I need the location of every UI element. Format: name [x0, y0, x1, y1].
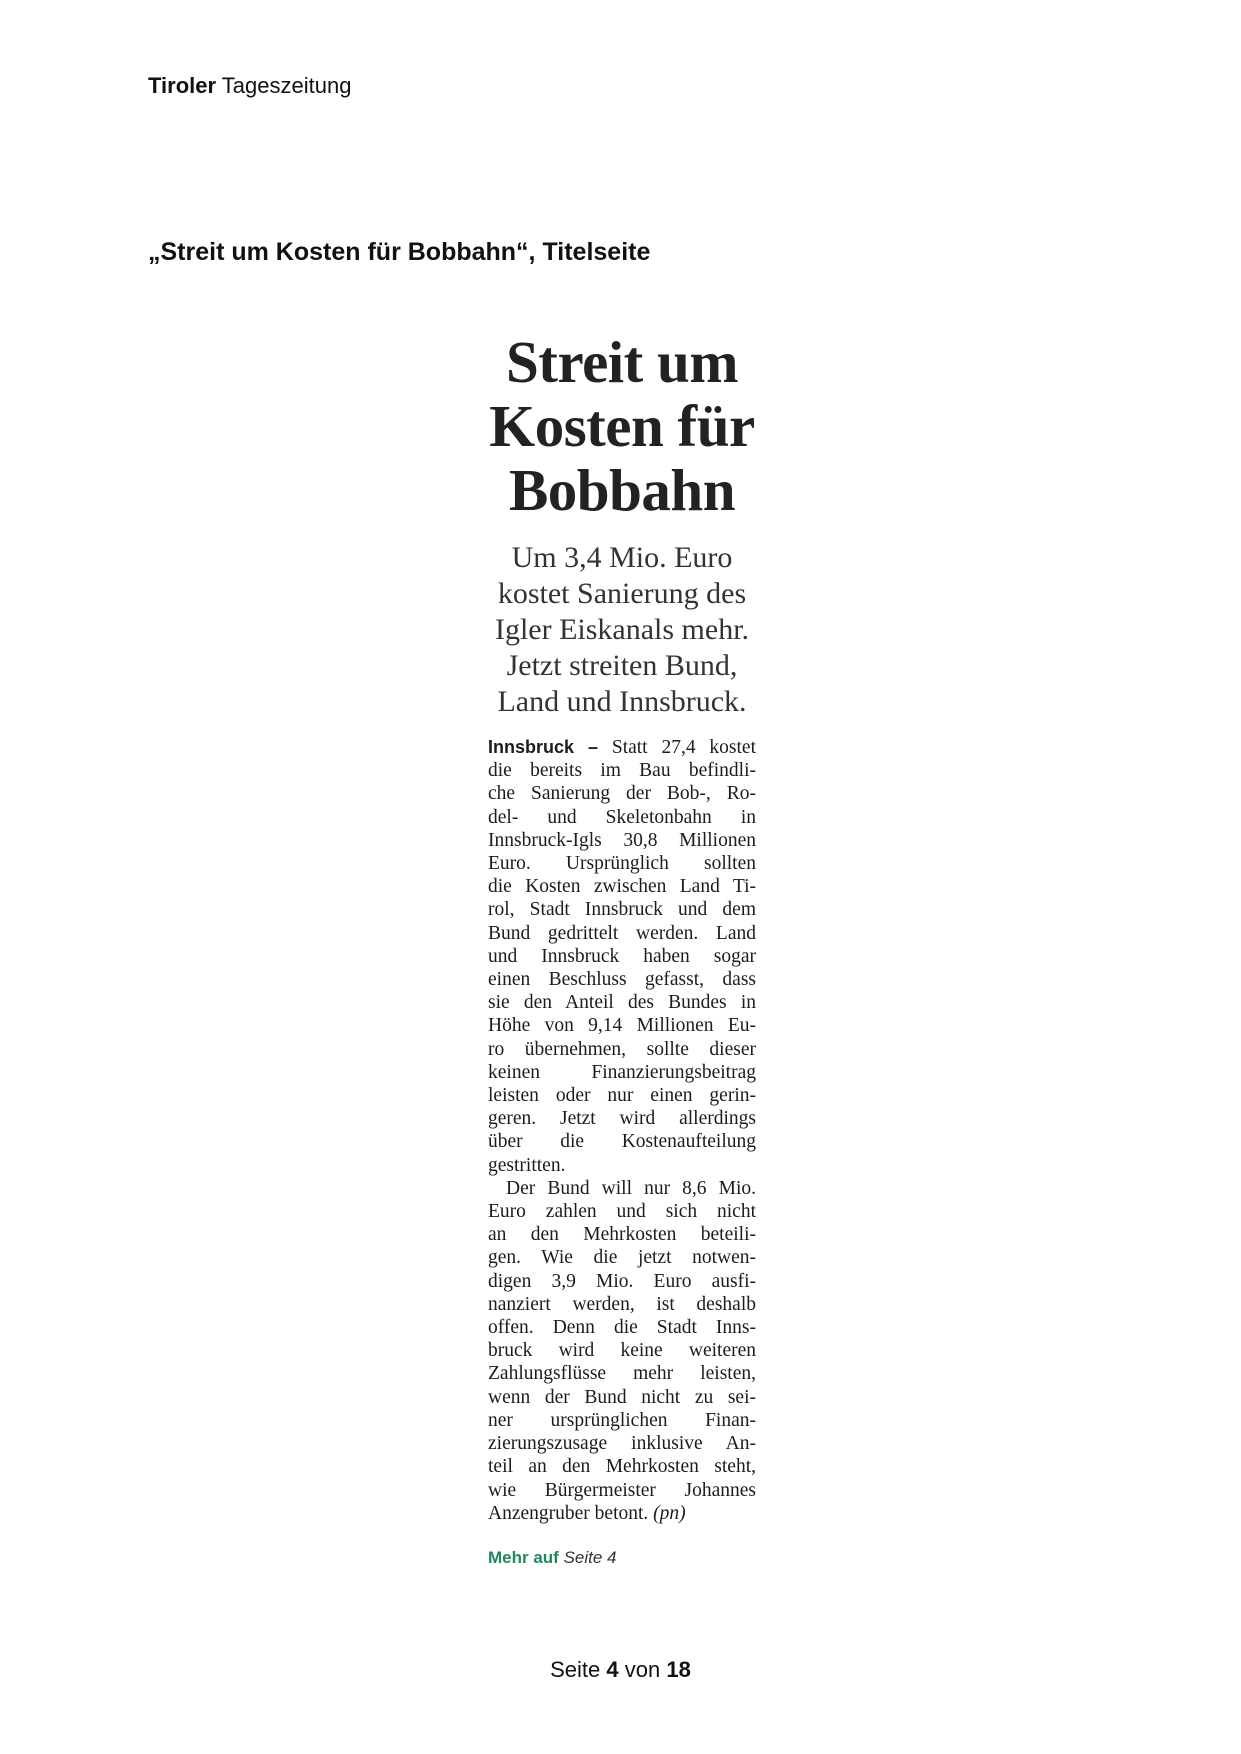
subhead-line: kostet Sanierung des	[497, 577, 747, 610]
body-line: keinen Finanzierungsbeitrag	[488, 1061, 756, 1083]
body-line: Der Bund will nur 8,6 Mio.	[506, 1177, 756, 1199]
body-line: und Innsbruck haben sogar	[488, 945, 756, 967]
subhead-line: Igler Eiskanals mehr.	[494, 613, 750, 646]
body-line: die Kosten zwischen Land Ti-	[488, 876, 756, 898]
body-line: Innsbruck-Igls 30,8 Millionen	[488, 829, 756, 851]
body-line: ner ursprünglichen Finan-	[488, 1409, 756, 1431]
clipping-title: „Streit um Kosten für Bobbahn“, Titelseite	[148, 238, 651, 266]
headline-line: Bobbahn	[508, 457, 736, 523]
body-line: die bereits im Bau befindli-	[488, 760, 756, 782]
body-line: Euro. Ursprünglich sollten	[488, 853, 756, 875]
body-line: Zahlungsflüsse mehr leisten,	[488, 1363, 756, 1385]
body-line: ro übernehmen, sollte dieser	[488, 1038, 756, 1060]
body-line: nanziert werden, ist deshalb	[488, 1293, 756, 1315]
newspaper-brand	[148, 72, 351, 100]
more-page-reference: Seite 4	[563, 1547, 617, 1567]
article-headline	[476, 330, 768, 522]
subhead-line: Um 3,4 Mio. Euro	[511, 541, 733, 574]
author-initials: (pn)	[653, 1502, 686, 1524]
body-line: gestritten.	[488, 1154, 566, 1176]
body-line: geren. Jetzt wird allerdings	[488, 1108, 756, 1130]
body-line: an den Mehrkosten beteili-	[488, 1224, 756, 1246]
headline-line: Kosten für	[489, 393, 755, 459]
dateline: Innsbruck –	[488, 737, 598, 757]
brand-bold-text: Tiroler	[148, 73, 217, 98]
body-line-last	[488, 1502, 756, 1525]
body-line: gen. Wie die jetzt notwen-	[488, 1247, 756, 1269]
body-line: wie Bürgermeister Johannes	[488, 1479, 756, 1501]
body-line: Bund gedrittelt werden. Land	[488, 922, 756, 944]
newspaper-clipping	[488, 330, 756, 1569]
body-line: teil an den Mehrkosten steht,	[488, 1456, 756, 1478]
body-line: offen. Denn die Stadt Inns-	[488, 1317, 756, 1339]
article-body	[488, 736, 756, 1525]
body-line: leisten oder nur einen gerin-	[488, 1085, 756, 1107]
body-line: Höhe von 9,14 Millionen Eu-	[488, 1015, 756, 1037]
total-pages: 18	[666, 1657, 691, 1682]
body-line: digen 3,9 Mio. Euro ausfi-	[488, 1270, 756, 1292]
body-line: bruck wird keine weiteren	[488, 1340, 756, 1362]
subhead-line: Jetzt streiten Bund,	[506, 649, 738, 682]
article-subheadline	[480, 540, 764, 720]
body-line: zierungszusage inklusive An-	[488, 1433, 756, 1455]
page-prefix: Seite	[550, 1657, 601, 1682]
more-label: Mehr auf	[488, 1547, 559, 1567]
subhead-line: Land und Innsbruck.	[497, 685, 747, 718]
page-number	[0, 1656, 1241, 1684]
body-line: über die Kostenaufteilung	[488, 1131, 756, 1153]
body-line: einen Beschluss gefasst, dass	[488, 969, 756, 991]
body-line: del- und Skeletonbahn in	[488, 806, 756, 828]
brand-regular-text: Tageszeitung	[221, 73, 352, 98]
body-line-first	[488, 736, 756, 759]
page-middle: von	[624, 1657, 661, 1682]
body-line: Euro zahlen und sich nicht	[488, 1201, 756, 1223]
last-line-text: Anzengruber betont.	[488, 1502, 649, 1524]
body-line: rol, Stadt Innsbruck und dem	[488, 899, 756, 921]
headline-line: Streit um	[505, 329, 739, 395]
more-on-page-link	[488, 1547, 756, 1569]
body-line: sie den Anteil des Bundes in	[488, 992, 756, 1014]
current-page: 4	[606, 1657, 619, 1682]
body-line: wenn der Bund nicht zu sei-	[488, 1386, 756, 1408]
body-line: che Sanierung der Bob-, Ro-	[488, 783, 756, 805]
first-line-text: Statt 27,4 kostet	[611, 737, 756, 758]
